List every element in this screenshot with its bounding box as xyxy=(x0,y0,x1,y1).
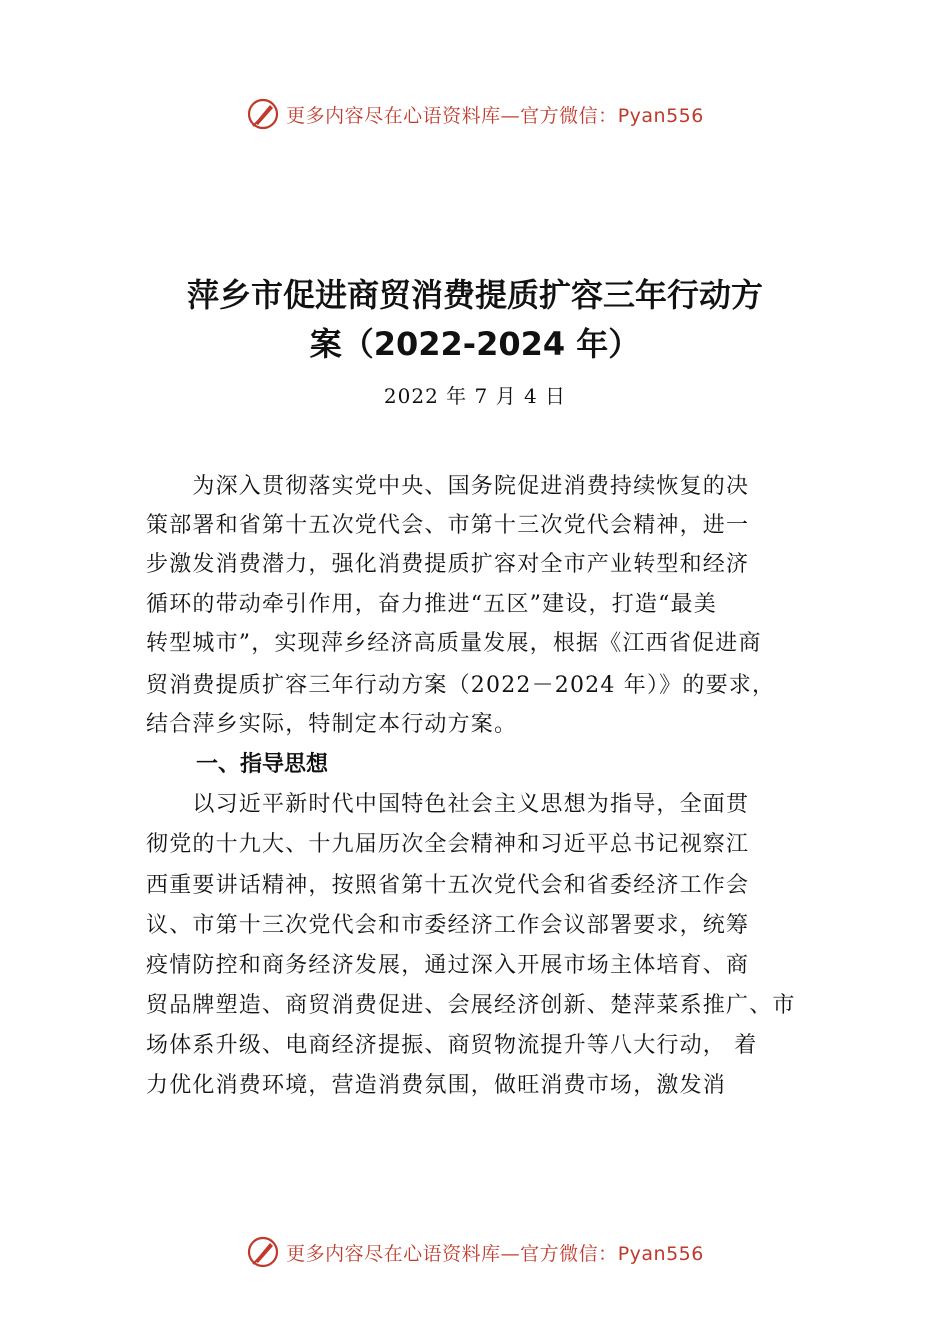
paragraph-line: 结合萍乡实际，特制定本行动方案。 xyxy=(146,712,518,737)
quill-logo-icon xyxy=(246,1235,280,1269)
banner-text: 更多内容尽在心语资料库—官方微信：Pyan556 xyxy=(286,104,704,127)
paragraph-line: 以习近平新时代中国特色社会主义思想为指导，全面贯 xyxy=(146,792,750,817)
header-banner xyxy=(0,94,950,134)
paragraph-line: 疫情防控和商务经济发展，通过深入开展市场主体培育、商 xyxy=(146,953,750,978)
paragraph-line: 议、市第十三次党代会和市委经济工作会议部署要求，统筹 xyxy=(146,913,750,938)
paragraph-line: 场体系升级、电商经济提振、商贸物流提升等八大行动， 着 xyxy=(146,1033,758,1058)
paragraph-line: 贸品牌塑造、商贸消费促进、会展经济创新、楚萍菜系推广、市 xyxy=(146,993,796,1018)
document-title-line-2: 案（2022-2024 年） xyxy=(309,325,641,363)
paragraph-line: 步激发消费潜力，强化消费提质扩容对全市产业转型和经济 xyxy=(146,552,750,577)
paragraph-line: 贸消费提质扩容三年行动方案（2022－2024 年）》的要求， xyxy=(146,673,776,698)
paragraph-line: 策部署和省第十五次党代会、市第十三次党代会精神，进一 xyxy=(146,513,750,538)
quill-logo-icon xyxy=(246,97,280,131)
paragraph-line: 西重要讲话精神，按照省第十五次党代会和省委经济工作会 xyxy=(146,873,750,898)
document-date: 2022 年 7 月 4 日 xyxy=(383,384,567,408)
section-heading: 一、指导思想 xyxy=(196,752,329,777)
banner-text: 更多内容尽在心语资料库—官方微信：Pyan556 xyxy=(286,1242,704,1265)
paragraph-line: 转型城市”，实现萍乡经济高质量发展，根据《江西省促进商 xyxy=(146,631,762,656)
paragraph-line: 彻党的十九大、十九届历次全会精神和习近平总书记视察江 xyxy=(146,832,750,857)
footer-banner xyxy=(0,1232,950,1272)
paragraph-line: 循环的带动牵引作用，奋力推进“五区”建设，打造“最美 xyxy=(146,592,717,617)
paragraph-line: 为深入贯彻落实党中央、国务院促进消费持续恢复的决 xyxy=(146,474,750,499)
document-title-line-1: 萍乡市促进商贸消费提质扩容三年行动方 xyxy=(186,276,763,314)
paragraph-line: 力优化消费环境，营造消费氛围，做旺消费市场，激发消 xyxy=(146,1073,727,1098)
